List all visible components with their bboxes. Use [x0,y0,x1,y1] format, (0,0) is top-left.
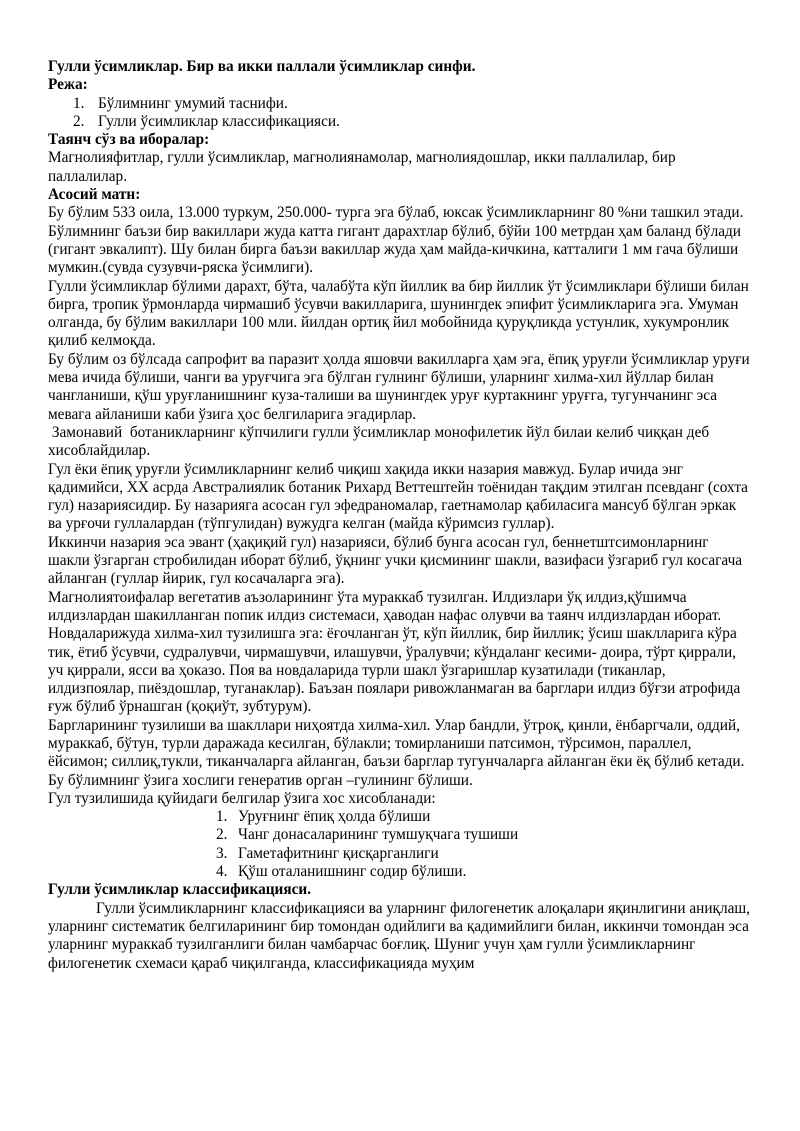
plan-item [48,95,752,113]
classification-heading: Гулли ўсимликлар классификацияси. [48,881,312,899]
criteria-item-number: 4. [216,863,228,881]
plan-item-text: Гулли ўсимликлар классификацияси. [98,112,340,130]
main-paragraph: Иккинчи назария эса эвант (ҳақиқий гул) назарияси, бўлиб бунга асосан гул, беннетштсимонларнинг шакли ўзгарган стробилидан иборат бўлиб, ўқнинг учки қисмининг шакли, вазифаси ўзгариб гул косагача айланган (гуллар йирик, гул косачаларга эга). [48,533,743,588]
main-paragraph: Магнолиятоифалар вегетатив аъзоларининг ўта мураккаб тузилган. Илдизлари ўқ илдиз,қўшимча илдизлардан шакилланган попик илдиз системаси, ҳаводан нафас олувчи ва таянч илдизлардан иборат. [48,588,722,624]
criteria-item-text: Чанг донасаларининг тумшуқчага тушиши [238,826,519,844]
plan-item [48,113,752,131]
criteria-item [48,808,752,826]
main-paragraph: Гул тузилишида қуйидаги белгилар ўзига хос хисобланади: [48,789,436,807]
document-body [48,58,752,973]
plan-item-number: 1. [73,94,85,112]
keywords-heading: Таянч сўз ва иборалар: [48,131,210,149]
plan-item-text: Бўлимнинг умумий таснифи. [98,94,288,112]
criteria-item-text: Гаметафитнинг қисқарганлиги [238,844,439,862]
criteria-item-number: 1. [216,808,228,826]
main-text-heading: Асосий матн: [48,186,141,204]
criteria-item-text: Уруғнинг ёпиқ ҳолда бўлиши [238,808,431,826]
criteria-item-text: Қўш оталанишнинг содир бўлиши. [238,863,467,881]
criteria-item-number: 3. [216,844,228,862]
main-paragraph: Новдаларижуда хилма-хил тузилишга эга: ёғочланган ўт, кўп йиллик, бир йиллик; ўсиш шаклларига кўра тик, ётиб ўсувчи, судралувчи, чирмашувчи, илашувчи, ўралувчи; кўндаланг кесими- доира, тўрт қиррали, уч қиррали, ясси ва ҳоказо. Поя ва новдаларида турли шакл ўзгаришлар кузатилади (тиканлар, илдизпоялар, пиёздошлар, туганаклар). Баъзан поялари ривожланмаган ва барглари илдиз бўғзи атрофида ғуж бўлиб ўрнашган (қоқиўт, зубтурум). [48,625,741,716]
document-title: Гулли ўсимликлар. Бир ва икки паллали ўсимликлар синфи. [48,58,476,75]
main-paragraph: Гул ёки ёпиқ уруғли ўсимликларнинг келиб чиқиш хақида икки назария мавжуд. Булар ичида энг қадимийси, XX асрда Австралиялик ботаник Рихард Веттештейн тоёнидан тақдим этилган псевданг (сохта гул) назариясидир. Бу назарияга асосан гул эфедраномалар, гаетнамолар қабиласига мансуб бўлган эркак ва урғочи гуллалардан (тўпгулидан) вужудга келган (майда кўримсиз гуллар). [48,460,748,533]
main-paragraph: Бу бўлимнинг ўзига хослиги генератив орган –гулининг бўлиши. [48,771,473,789]
plan-item-number: 2. [73,112,85,130]
flower-criteria-list [48,808,752,881]
plan-heading: Режа: [48,76,88,94]
classification-paragraph: Гулли ўсимликларнинг классификацияси ва уларнинг филогенетик алоқалари яқинлигини аниқлаш, уларнинг систематик белгиларининг бир томондан одийлиги ва қадимийлиги билан, иккинчи томондан эса уларнинг мураккаб тузилганлиги билан чамбарчас боғлиқ. Шуниг учун ҳам гулли ўсимликларнинг филогенетик схемаси қараб чиқилганда, классификацияда муҳим [48,899,750,972]
main-paragraph: Бу бўлим 533 оила, 13.000 туркум, 250.000- турга эга бўлаб, юксак ўсимликларнинг 80 %ни ташкил этади. Бўлимнинг баъзи бир вакиллари жуда катта гигант дарахтлар бўлиб, бўйи 100 метрдан ҳам баланд бўлади (гигант эвкалипт). Шу билан бирга баъзи вакиллар жуда ҳам майда-кичкина, катталиги 1 мм гача бўлиши мумкин.(сувда сузувчи-ряска ўсимлиги). [48,204,744,277]
plan-list [48,95,752,132]
criteria-item [48,826,752,844]
criteria-item [48,845,752,863]
main-paragraph: Баргларининг тузилиши ва шакллари ниҳоятда хилма-хил. Улар бандли, ўтроқ, қинли, ёнбаргчали, оддий, мураккаб, бўтун, турли даражада кесилган, бўлакли; томирланиши патсимон, тўрсимон, параллел, ёйсимон; силлиқ,тукли, тиканчаларга айланган, баъзи барглар тугунчаларга айланган ёки ёқ бўлиб кетади. [48,716,745,771]
main-paragraph: Замонавий ботаникларнинг кўпчилиги гулли ўсимликлар монофилетик йўл билаи келиб чиққан деб хисоблайдилар. [48,423,713,460]
main-paragraph: Гулли ўсимликлар бўлими дарахт, бўта, чалабўта кўп йиллик ва бир йиллик ўт ўсимликлари бўлиши билан бирга, тропик ўрмонларда чирмашиб ўсувчи вакилларига, шунингдек эпифит ўсимликларига эга. Умуман олганда, бу бўлим вакиллари 100 мли. йилдан ортиқ йил мобойнида қуруқликда устунлик, хукумронлик қилиб келмоқда. [48,277,749,350]
main-paragraph: Бу бўлим оз бўлсада сапрофит ва паразит ҳолда яшовчи вакилларга ҳам эга, ёпиқ уруғли ўсимликлар уруғи мева ичида бўлиши, чанги ва уруғчига эга бўлган гулнинг бўлиши, уларнинг хилма-хил йўллар билан чангланиши, қўш уруғланишнинг куза-талиши ва шунингдек уруғ куртакнинг уруғга, тугунчанинг эса мевага айланиши каби ўзига ҳос белгиларига эгадирлар. [48,350,750,423]
keywords-text: Магнолияфитлар, гулли ўсимликлар, магнолиянамолар, магнолиядошлар, икки паллалилар, бир паллалилар. [48,149,676,185]
criteria-item-number: 2. [216,826,228,844]
criteria-item [48,863,752,881]
